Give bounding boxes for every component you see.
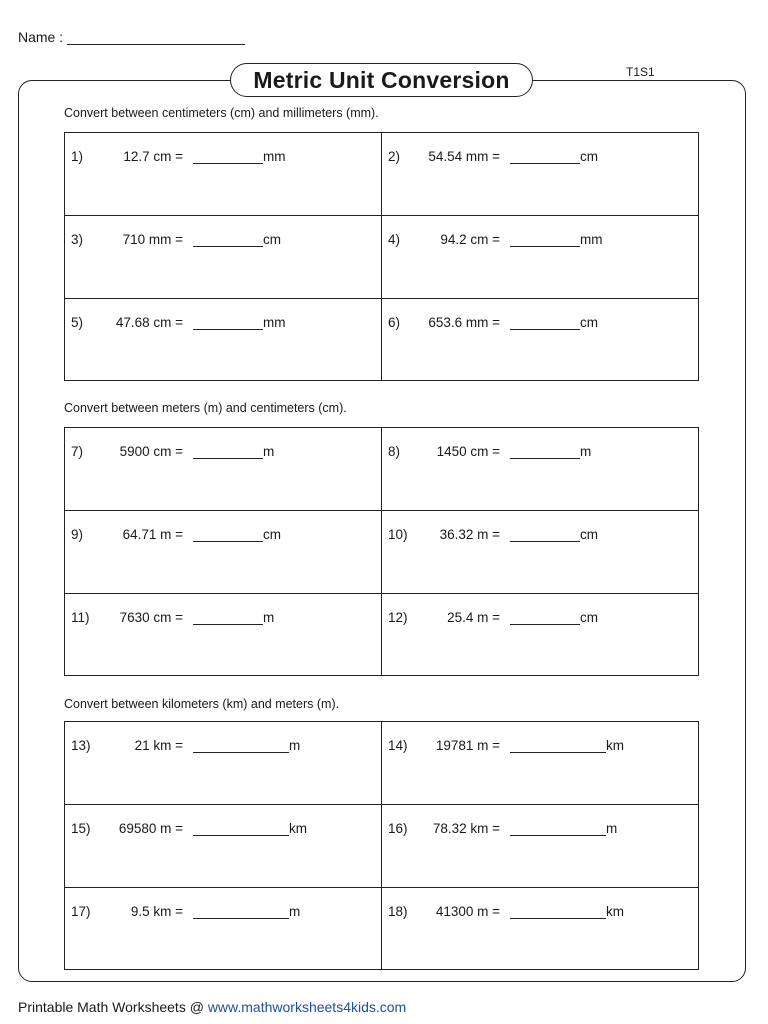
problem-expression: 54.54 mm = (428, 149, 500, 164)
problem-cell (382, 888, 698, 969)
answer-blank[interactable] (510, 329, 580, 330)
problem-number: 16) (388, 821, 408, 836)
name-row (18, 28, 245, 45)
problem-expression: 7630 cm = (119, 610, 183, 625)
problem-number: 8) (388, 444, 401, 459)
answer-blank[interactable] (510, 835, 606, 836)
section-1-grid (64, 132, 699, 381)
problem-expression: 41300 m = (435, 904, 500, 919)
problem-expression: 9.5 km = (130, 904, 183, 919)
problem-expression: 653.6 mm = (428, 315, 500, 330)
answer-blank[interactable] (510, 163, 580, 164)
answer-blank[interactable] (193, 624, 263, 625)
answer-blank[interactable] (193, 752, 289, 753)
problem-cell (65, 594, 382, 675)
problem-cell (382, 594, 698, 675)
problem-expression: 710 mm = (122, 232, 183, 247)
section-3-grid (64, 721, 699, 970)
answer-unit: m (580, 444, 592, 459)
answer-unit: km (606, 738, 624, 753)
footer-text: Printable Math Worksheets @ (18, 999, 204, 1015)
answer-blank[interactable] (510, 918, 606, 919)
problem-expression: 1450 cm = (436, 444, 500, 459)
answer-blank[interactable] (510, 752, 606, 753)
problem-cell (65, 216, 382, 299)
problem-expression: 5900 cm = (119, 444, 183, 459)
problem-number: 1) (71, 149, 84, 164)
problem-number: 12) (388, 610, 408, 625)
problem-number: 17) (71, 904, 91, 919)
answer-unit: m (606, 821, 618, 836)
problem-expression: 25.4 m = (447, 610, 500, 625)
answer-unit: cm (580, 527, 598, 542)
problem-cell (382, 722, 698, 805)
problem-expression: 21 km = (134, 738, 183, 753)
problem-cell (382, 216, 698, 299)
worksheet-code: T1S1 (626, 65, 655, 79)
answer-unit: m (263, 444, 275, 459)
section-1-instruction: Convert between centimeters (cm) and millimeters (mm). (64, 106, 379, 120)
problem-cell (65, 722, 382, 805)
problem-expression: 64.71 m = (122, 527, 183, 542)
answer-blank[interactable] (193, 541, 263, 542)
problem-number: 7) (71, 444, 84, 459)
name-label: Name : (18, 29, 64, 45)
problem-cell (382, 299, 698, 380)
answer-unit: mm (263, 315, 286, 330)
answer-blank[interactable] (193, 918, 289, 919)
section-2-grid (64, 427, 699, 676)
problem-number: 9) (71, 527, 84, 542)
answer-blank[interactable] (193, 246, 263, 247)
problem-number: 14) (388, 738, 408, 753)
problem-expression: 69580 m = (118, 821, 183, 836)
answer-unit: m (263, 610, 275, 625)
answer-unit: cm (580, 315, 598, 330)
problem-expression: 78.32 km = (432, 821, 500, 836)
problem-cell (382, 428, 698, 511)
answer-blank[interactable] (193, 835, 289, 836)
problem-number: 2) (388, 149, 401, 164)
answer-unit: cm (580, 610, 598, 625)
answer-unit: km (289, 821, 307, 836)
problem-expression: 36.32 m = (439, 527, 500, 542)
problem-cell (382, 805, 698, 888)
answer-blank[interactable] (193, 163, 263, 164)
answer-unit: cm (263, 232, 281, 247)
section-2-instruction: Convert between meters (m) and centimeters (cm). (64, 401, 347, 415)
answer-blank[interactable] (510, 458, 580, 459)
problem-number: 13) (71, 738, 91, 753)
problem-number: 11) (71, 610, 90, 625)
answer-unit: km (606, 904, 624, 919)
worksheet-title: Metric Unit Conversion (230, 63, 533, 97)
problem-cell (382, 133, 698, 216)
problem-number: 5) (71, 315, 84, 330)
answer-blank[interactable] (193, 329, 263, 330)
footer (18, 999, 406, 1015)
problem-expression: 12.7 cm = (123, 149, 183, 164)
problem-cell (382, 511, 698, 594)
problem-cell (65, 805, 382, 888)
problem-cell (65, 428, 382, 511)
problem-cell (65, 299, 382, 380)
section-3-instruction: Convert between kilometers (km) and meters (m). (64, 697, 340, 711)
answer-blank[interactable] (510, 246, 580, 247)
answer-unit: m (289, 738, 301, 753)
answer-blank[interactable] (193, 458, 263, 459)
problem-number: 3) (71, 232, 84, 247)
problem-expression: 47.68 cm = (115, 315, 183, 330)
answer-blank[interactable] (510, 541, 580, 542)
footer-link[interactable]: www.mathworksheets4kids.com (207, 999, 407, 1015)
problem-number: 15) (71, 821, 91, 836)
name-field[interactable] (67, 28, 245, 45)
problem-number: 6) (388, 315, 401, 330)
answer-unit: cm (580, 149, 598, 164)
problem-number: 10) (388, 527, 408, 542)
problem-number: 18) (388, 904, 408, 919)
answer-blank[interactable] (510, 624, 580, 625)
problem-number: 4) (388, 232, 401, 247)
answer-unit: mm (580, 232, 603, 247)
problem-cell (65, 133, 382, 216)
problem-cell (65, 888, 382, 969)
answer-unit: mm (263, 149, 286, 164)
problem-expression: 19781 m = (435, 738, 500, 753)
answer-unit: cm (263, 527, 281, 542)
problem-expression: 94.2 cm = (440, 232, 500, 247)
problem-cell (65, 511, 382, 594)
answer-unit: m (289, 904, 301, 919)
